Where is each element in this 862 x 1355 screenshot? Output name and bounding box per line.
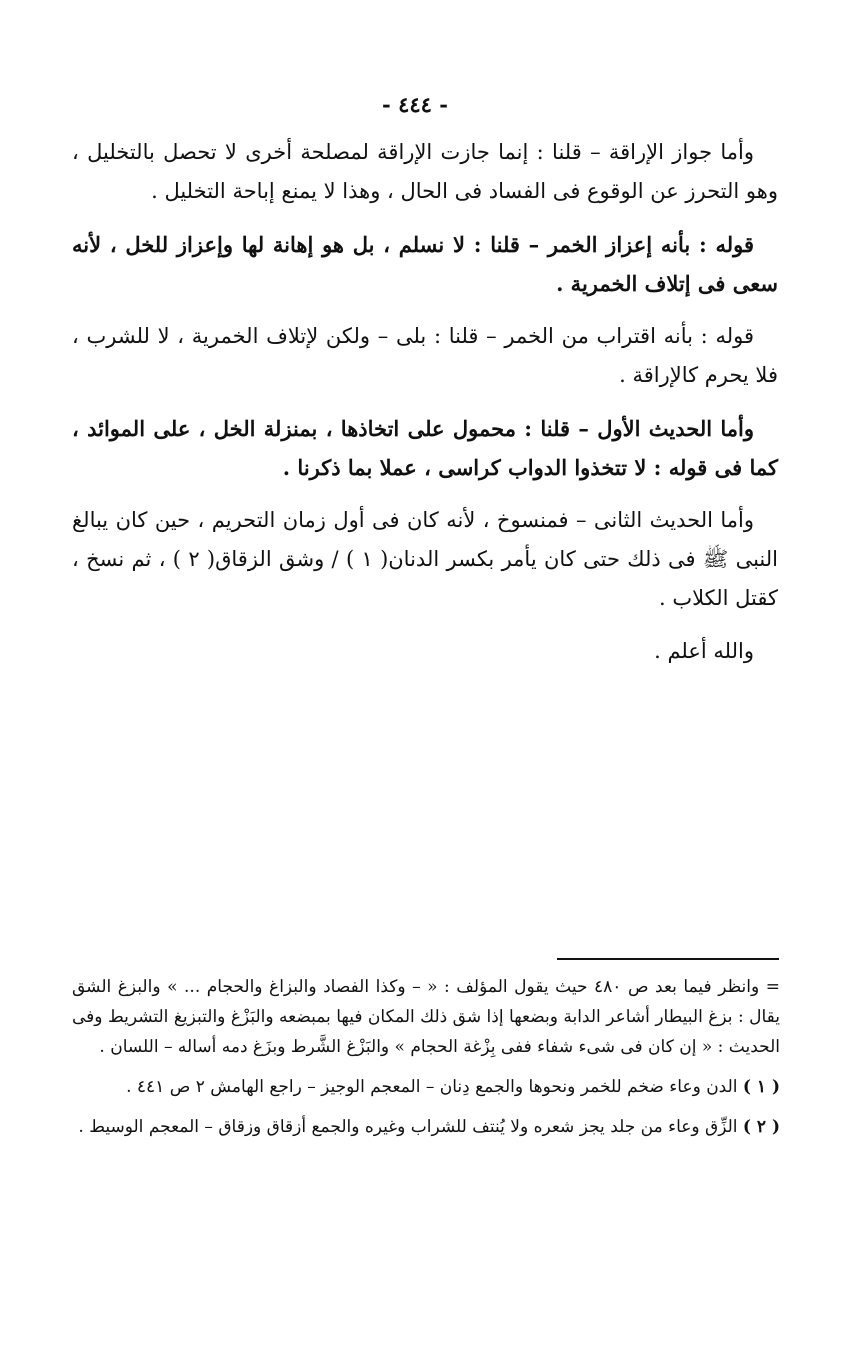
footnotes [72,972,780,1152]
footnote-1 [72,1072,780,1102]
footnote-2 [72,1112,780,1142]
footnote-divider [557,958,779,960]
footnote-text: الزِّق وعاء من جلد يجز شعره ولا يُنتف للشراب وغيره والجمع أزقاق وزقاق – المعجم الوسيط . [78,1117,738,1137]
page-number: - ٤٤٤ - [382,92,448,117]
footnote-continuation [72,972,780,1062]
main-text [72,133,778,685]
paragraph-honoring-wine: قوله : بأنه إعزاز الخمر – قلنا : لا نسلم ، بل هو إهانة لها وإعزاز للخل ، لأنه سعى فى إتلاف الخمرية . [72,232,778,296]
footnote-number: ( ٢ ) [742,1117,780,1137]
paragraph-approaching-wine: قوله : بأنه اقتراب من الخمر – قلنا : بلى – ولكن لإتلاف الخمرية ، لا للشرب ، فلا يحرم كالإراقة . [72,324,778,387]
footnote-text: = وانظر فيما بعد ص ٤٨٠ حيث يقول المؤلف : « – وكذا الفصاد والبزاغ والحجام ... » والبزغ الشق يقال : بزغ البيطار أشاعر الدابة وبضعها إذا شق ذلك المكان فيها بمبضعه والبَزْغ والتبزيغ التشريط وفى الحديث : « إن كان فى شىء شفاء ففى بِزْغة الحجام » والبَزْغ الشَّرط وبزَغ دمه أساله – اللسان . [72,977,780,1057]
footnote-number: ( ١ ) [742,1077,780,1097]
footnote-text: الدن وعاء ضخم للخمر ونحوها والجمع دِنان – المعجم الوجيز – راجع الهامش ٢ ص ٤٤١ . [126,1077,738,1097]
paragraph-closing: والله أعلم . [654,639,754,663]
paragraph-second-hadith: وأما الحديث الثانى – فمنسوخ ، لأنه كان فى أول زمان التحريم ، حين كان يبالغ النبى ﷺ فى ذلك حتى كان يأمر بكسر الدنان( ١ ) / وشق الزقاق( ٢ ) ، ثم نسخ ، كقتل الكلاب . [72,508,778,610]
paragraph-disposal: وأما جواز الإراقة – قلنا : إنما جازت الإراقة لمصلحة أخرى لا تحصل بالتخليل ، وهو التحرز عن الوقوع فى الفساد فى الحال ، وهذا لا يمنع إباحة التخليل . [72,140,778,203]
paragraph-first-hadith: وأما الحديث الأول – قلنا : محمول على اتخاذها ، بمنزلة الخل ، على الموائد ، كما فى قوله : لا تتخذوا الدواب كراسى ، عملا بما ذكرنا . [72,416,778,480]
